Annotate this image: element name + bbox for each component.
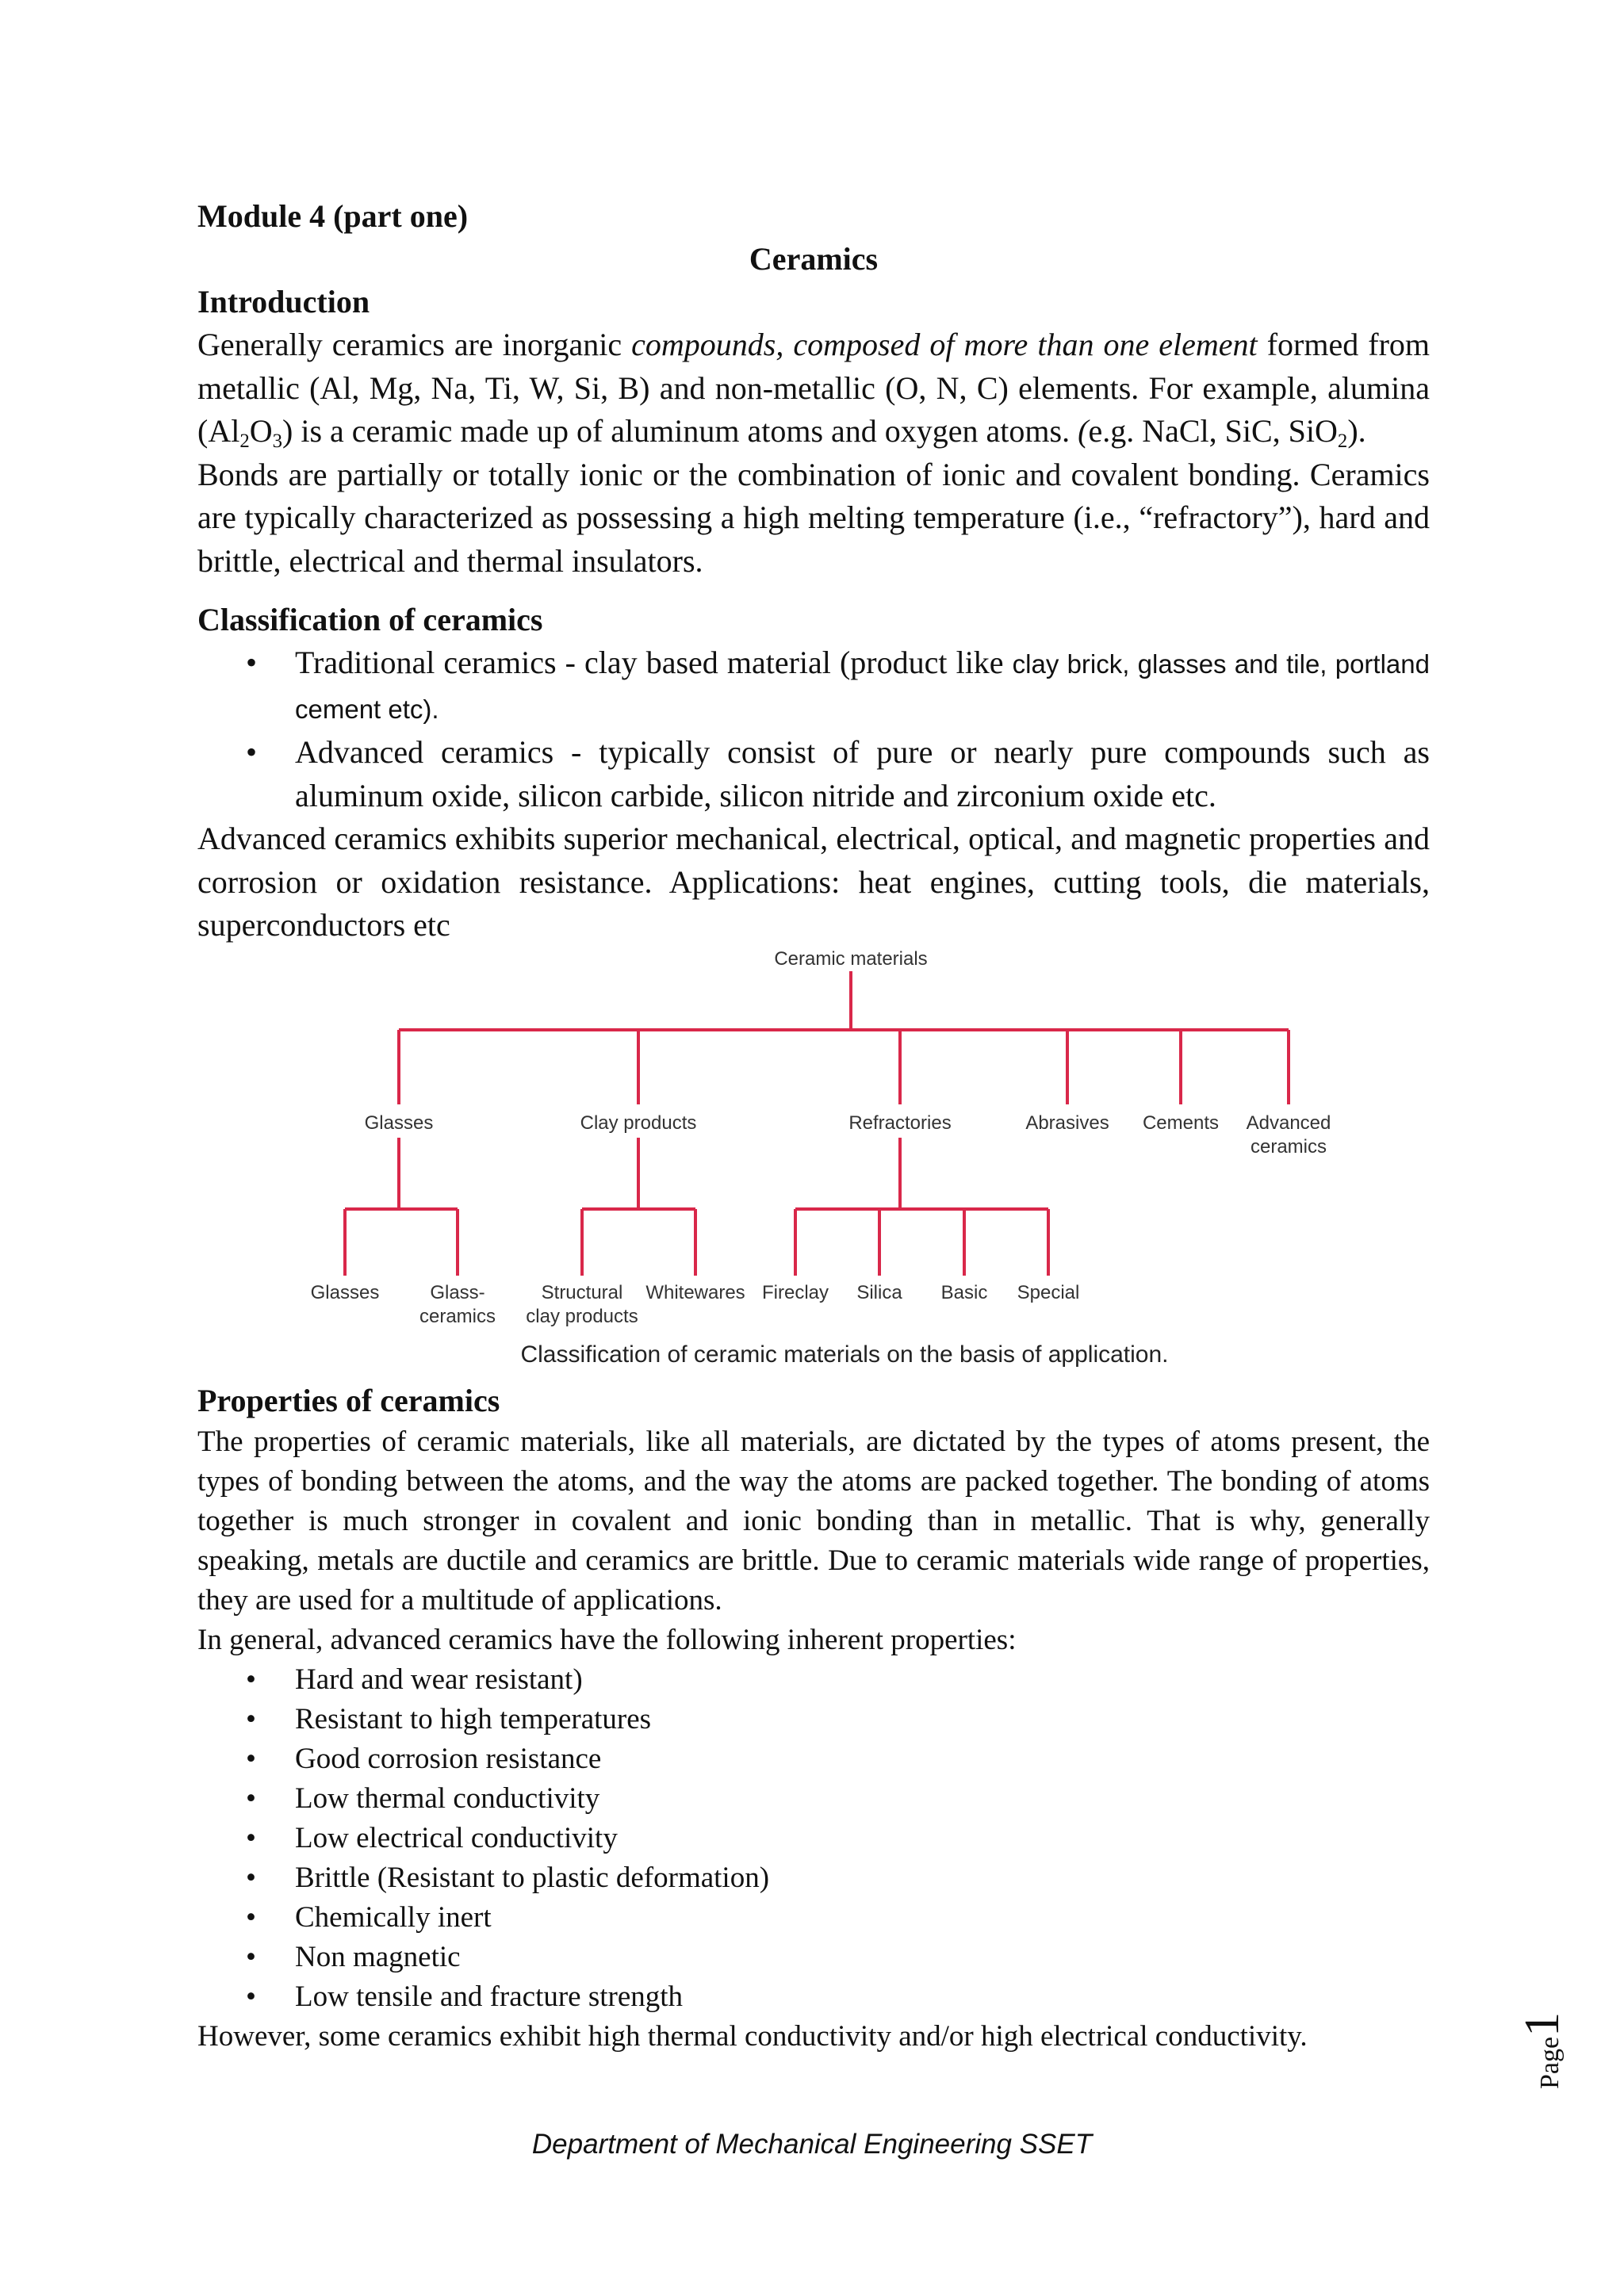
list-item: • Traditional ceramics - clay based material (product like clay brick, glasses and tile, portland cement etc). [295,641,1430,731]
diagram-caption: Classification of ceramic materials on the basis of application. [520,1341,1169,1368]
diagram-node-advanced-line2: ceramics [1250,1135,1327,1158]
classification-heading: Classification of ceramics [197,602,543,637]
list-item: • Brittle (Resistant to plastic deformation) [295,1858,1430,1898]
page-number-value: 1 [1515,2011,1569,2037]
classification-paragraph: Advanced ceramics exhibits superior mechanical, electrical, optical, and magnetic properties and corrosion or oxidation resistance. Applications: heat engines, cutting tools, die materials, superconductors etc [197,821,1430,943]
properties-heading: Properties of ceramics [197,1382,500,1418]
page-number [1515,1994,1602,2089]
diagram-node-abrasives: Abrasives [1025,1112,1109,1134]
diagram-node-clay-products: Clay products [580,1112,697,1134]
diagram-node-basic: Basic [940,1281,988,1303]
diagram-node-silica: Silica [856,1281,902,1303]
page-title: Ceramics [749,241,879,277]
list-item: • Resistant to high temperatures [295,1700,1430,1739]
intro-paragraph-1: Generally ceramics are inorganic compounds, composed of more than one element formed from metallic (Al, Mg, Na, Ti, W, Si, B) and non-metallic (O, N, C) elements. For example, alumina $(Al_2O_3)$ is a ceramic made up of aluminum atoms and oxygen atoms. (e.g. NaCl, SiC, SiO$_2$). [197,327,1431,452]
properties-list [197,1660,1430,2017]
list-item: • Non magnetic [295,1938,1430,1977]
page-label: Page [1535,2036,1565,2089]
diagram-node-cements: Cements [1142,1112,1220,1134]
diagram-node-root: Ceramic materials [774,947,928,970]
properties-paragraph-2: In general, advanced ceramics have the following inherent properties: [197,1623,1017,1656]
diagram-node-glass-ceramics: Glass- [430,1281,485,1303]
diagram-node-structural-line2: clay products [526,1305,638,1327]
classification-list [197,641,1430,817]
diagram-node-fireclay: Fireclay [761,1281,829,1303]
list-item: • Low electrical conductivity [295,1819,1430,1858]
diagram-node-glasses-child: Glasses [310,1281,380,1303]
list-item: • Chemically inert [295,1898,1430,1938]
diagram-node-refractories: Refractories [848,1112,952,1134]
list-item: • Advanced ceramics - typically consist of pure or nearly pure compounds such as aluminum oxide, silicon carbide, silicon nitride and zirconium oxide etc. [295,731,1430,817]
classification-diagram [197,947,1430,1380]
diagram-node-glasses: Glasses [364,1112,434,1134]
list-item: • Good corrosion resistance [295,1739,1430,1779]
diagram-node-advanced: Advanced [1246,1112,1331,1134]
page-footer: Department of Mechanical Engineering SSET [531,2129,1093,2160]
list-item: • Low thermal conductivity [295,1779,1430,1819]
diagram-node-glass-ceramics-line2: ceramics [419,1305,496,1327]
diagram-node-special: Special [1017,1281,1080,1303]
module-title: Module 4 (part one) [197,198,469,234]
list-item: • Low tensile and fracture strength [295,1977,1430,2017]
properties-closing: However, some ceramics exhibit high thermal conductivity and/or high electrical conductivity. [197,2019,1308,2053]
intro-paragraph-2: Bonds are partially or totally ionic or the combination of ionic and covalent bonding. Ceramics are typically characterized as possessing a high melting temperature (i.e., “refractory”), hard and brittle, electrical and thermal insulators. [197,456,1430,579]
list-item: • Hard and wear resistant) [295,1660,1430,1700]
document-page [197,195,1430,2057]
diagram-node-structural: Structural [541,1281,623,1303]
intro-heading: Introduction [197,284,370,320]
diagram-node-whitewares: Whitewares [645,1281,745,1303]
properties-paragraph-1: The properties of ceramic materials, like all materials, are dictated by the types of atoms present, the types of bonding between the atoms, and the way the atoms are packed together. The bonding of atoms together is much stronger in covalent and ionic bonding than in metallic. That is why, generally speaking, metals are ductile and ceramics are brittle. Due to ceramic materials wide range of properties, they are used for a multitude of applications. [197,1425,1430,1617]
